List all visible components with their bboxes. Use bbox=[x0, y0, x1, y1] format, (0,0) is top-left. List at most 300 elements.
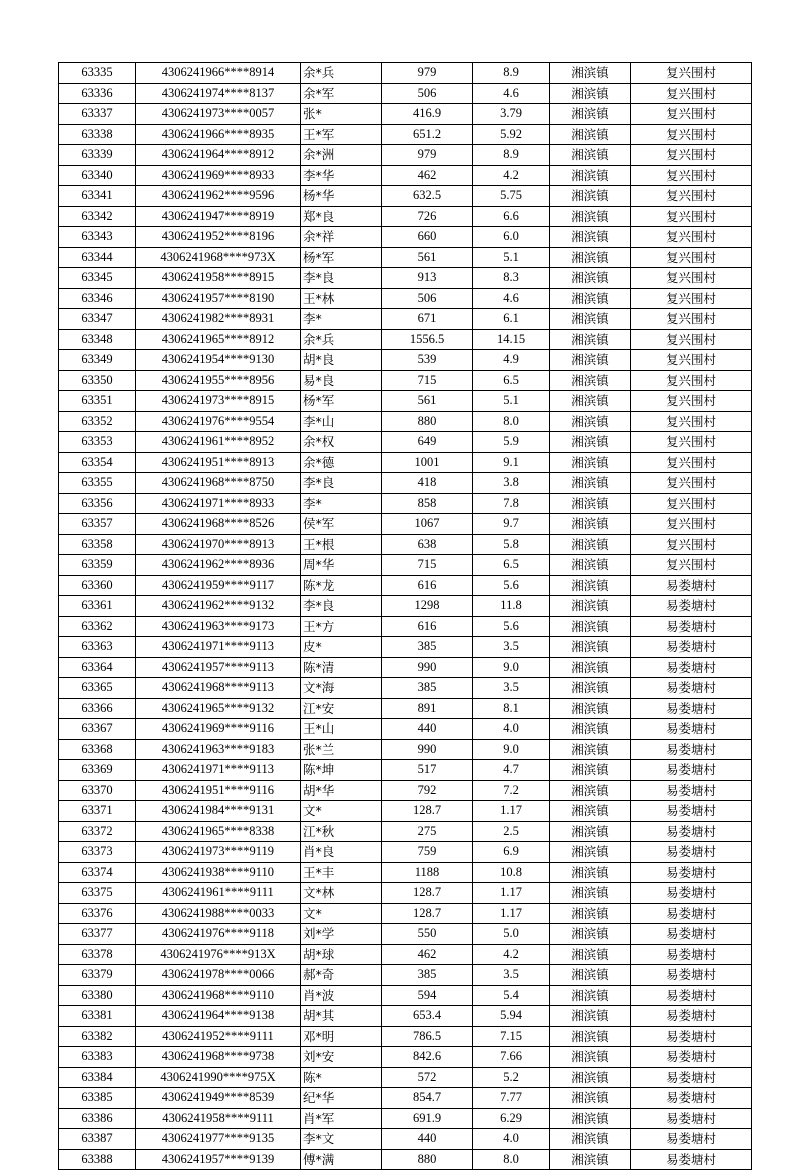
table-row bbox=[59, 493, 752, 514]
cell-amount: 385 bbox=[382, 965, 473, 986]
table-row bbox=[59, 1047, 752, 1068]
cell-rate: 8.9 bbox=[473, 145, 550, 166]
cell-rate: 7.77 bbox=[473, 1088, 550, 1109]
cell-seq: 63353 bbox=[59, 432, 136, 453]
cell-amount: 649 bbox=[382, 432, 473, 453]
cell-town: 湘滨镇 bbox=[550, 780, 631, 801]
cell-id-number: 4306241947****8919 bbox=[136, 206, 301, 227]
cell-amount: 891 bbox=[382, 698, 473, 719]
cell-rate: 5.1 bbox=[473, 391, 550, 412]
table-row bbox=[59, 944, 752, 965]
table-row bbox=[59, 145, 752, 166]
cell-name: 李*文 bbox=[301, 1129, 382, 1150]
cell-id-number: 4306241968****9110 bbox=[136, 985, 301, 1006]
cell-village: 易娄塘村 bbox=[631, 616, 752, 637]
cell-amount: 990 bbox=[382, 657, 473, 678]
cell-rate: 1.17 bbox=[473, 903, 550, 924]
cell-name: 江*秋 bbox=[301, 821, 382, 842]
table-row bbox=[59, 555, 752, 576]
cell-amount: 128.7 bbox=[382, 801, 473, 822]
cell-town: 湘滨镇 bbox=[550, 514, 631, 535]
cell-seq: 63373 bbox=[59, 842, 136, 863]
cell-name: 李* bbox=[301, 493, 382, 514]
cell-town: 湘滨镇 bbox=[550, 268, 631, 289]
table-row bbox=[59, 514, 752, 535]
cell-town: 湘滨镇 bbox=[550, 1108, 631, 1129]
table-row bbox=[59, 104, 752, 125]
table-row bbox=[59, 227, 752, 248]
cell-town: 湘滨镇 bbox=[550, 555, 631, 576]
cell-rate: 3.8 bbox=[473, 473, 550, 494]
cell-seq: 63384 bbox=[59, 1067, 136, 1088]
cell-town: 湘滨镇 bbox=[550, 1026, 631, 1047]
cell-amount: 913 bbox=[382, 268, 473, 289]
cell-name: 郑*良 bbox=[301, 206, 382, 227]
cell-seq: 63372 bbox=[59, 821, 136, 842]
cell-name: 李*良 bbox=[301, 268, 382, 289]
cell-amount: 385 bbox=[382, 637, 473, 658]
cell-village: 易娄塘村 bbox=[631, 1108, 752, 1129]
cell-name: 周*华 bbox=[301, 555, 382, 576]
cell-name: 杨*华 bbox=[301, 186, 382, 207]
cell-village: 复兴围村 bbox=[631, 83, 752, 104]
cell-id-number: 4306241971****9113 bbox=[136, 760, 301, 781]
cell-village: 易娄塘村 bbox=[631, 657, 752, 678]
cell-village: 易娄塘村 bbox=[631, 739, 752, 760]
cell-rate: 7.8 bbox=[473, 493, 550, 514]
cell-seq: 63343 bbox=[59, 227, 136, 248]
cell-id-number: 4306241973****9119 bbox=[136, 842, 301, 863]
cell-village: 复兴围村 bbox=[631, 473, 752, 494]
cell-rate: 10.8 bbox=[473, 862, 550, 883]
cell-seq: 63378 bbox=[59, 944, 136, 965]
cell-town: 湘滨镇 bbox=[550, 842, 631, 863]
cell-rate: 7.66 bbox=[473, 1047, 550, 1068]
beneficiary-table bbox=[58, 62, 752, 1170]
cell-name: 王*方 bbox=[301, 616, 382, 637]
cell-town: 湘滨镇 bbox=[550, 288, 631, 309]
cell-rate: 4.7 bbox=[473, 760, 550, 781]
cell-seq: 63369 bbox=[59, 760, 136, 781]
cell-seq: 63368 bbox=[59, 739, 136, 760]
cell-village: 复兴围村 bbox=[631, 268, 752, 289]
cell-village: 易娄塘村 bbox=[631, 637, 752, 658]
cell-name: 李* bbox=[301, 309, 382, 330]
cell-amount: 616 bbox=[382, 575, 473, 596]
cell-name: 余*兵 bbox=[301, 329, 382, 350]
cell-amount: 416.9 bbox=[382, 104, 473, 125]
cell-seq: 63374 bbox=[59, 862, 136, 883]
cell-village: 易娄塘村 bbox=[631, 1047, 752, 1068]
cell-town: 湘滨镇 bbox=[550, 575, 631, 596]
cell-id-number: 4306241938****9110 bbox=[136, 862, 301, 883]
cell-rate: 5.4 bbox=[473, 985, 550, 1006]
cell-seq: 63355 bbox=[59, 473, 136, 494]
cell-amount: 842.6 bbox=[382, 1047, 473, 1068]
cell-id-number: 4306241962****9596 bbox=[136, 186, 301, 207]
cell-village: 复兴围村 bbox=[631, 63, 752, 84]
cell-village: 易娄塘村 bbox=[631, 1026, 752, 1047]
cell-amount: 128.7 bbox=[382, 883, 473, 904]
table-row bbox=[59, 965, 752, 986]
table-row bbox=[59, 452, 752, 473]
cell-rate: 4.0 bbox=[473, 719, 550, 740]
cell-amount: 759 bbox=[382, 842, 473, 863]
cell-name: 李*山 bbox=[301, 411, 382, 432]
table-row bbox=[59, 924, 752, 945]
cell-id-number: 4306241976****9554 bbox=[136, 411, 301, 432]
cell-amount: 1188 bbox=[382, 862, 473, 883]
cell-name: 文* bbox=[301, 903, 382, 924]
cell-name: 皮* bbox=[301, 637, 382, 658]
cell-town: 湘滨镇 bbox=[550, 985, 631, 1006]
cell-name: 胡*其 bbox=[301, 1006, 382, 1027]
cell-seq: 63357 bbox=[59, 514, 136, 535]
cell-rate: 5.6 bbox=[473, 575, 550, 596]
cell-id-number: 4306241961****8952 bbox=[136, 432, 301, 453]
cell-rate: 7.2 bbox=[473, 780, 550, 801]
cell-id-number: 4306241958****8915 bbox=[136, 268, 301, 289]
cell-name: 侯*军 bbox=[301, 514, 382, 535]
cell-id-number: 4306241978****0066 bbox=[136, 965, 301, 986]
cell-rate: 5.75 bbox=[473, 186, 550, 207]
cell-rate: 4.2 bbox=[473, 944, 550, 965]
cell-name: 胡*球 bbox=[301, 944, 382, 965]
cell-town: 湘滨镇 bbox=[550, 1006, 631, 1027]
table-row bbox=[59, 616, 752, 637]
cell-village: 复兴围村 bbox=[631, 104, 752, 125]
cell-amount: 792 bbox=[382, 780, 473, 801]
cell-id-number: 4306241957****9139 bbox=[136, 1149, 301, 1170]
table-row bbox=[59, 1006, 752, 1027]
cell-village: 易娄塘村 bbox=[631, 842, 752, 863]
cell-amount: 880 bbox=[382, 411, 473, 432]
cell-rate: 5.2 bbox=[473, 1067, 550, 1088]
cell-town: 湘滨镇 bbox=[550, 432, 631, 453]
cell-rate: 5.9 bbox=[473, 432, 550, 453]
cell-village: 易娄塘村 bbox=[631, 596, 752, 617]
cell-village: 复兴围村 bbox=[631, 227, 752, 248]
cell-rate: 5.8 bbox=[473, 534, 550, 555]
cell-id-number: 4306241966****8935 bbox=[136, 124, 301, 145]
table-row bbox=[59, 596, 752, 617]
cell-amount: 990 bbox=[382, 739, 473, 760]
cell-town: 湘滨镇 bbox=[550, 596, 631, 617]
cell-id-number: 4306241968****973X bbox=[136, 247, 301, 268]
table-row bbox=[59, 842, 752, 863]
cell-town: 湘滨镇 bbox=[550, 637, 631, 658]
cell-id-number: 4306241971****8933 bbox=[136, 493, 301, 514]
cell-name: 余*军 bbox=[301, 83, 382, 104]
cell-rate: 6.9 bbox=[473, 842, 550, 863]
cell-village: 易娄塘村 bbox=[631, 883, 752, 904]
cell-village: 复兴围村 bbox=[631, 534, 752, 555]
table-row bbox=[59, 698, 752, 719]
cell-id-number: 4306241968****8750 bbox=[136, 473, 301, 494]
cell-seq: 63345 bbox=[59, 268, 136, 289]
cell-amount: 715 bbox=[382, 370, 473, 391]
cell-name: 刘*学 bbox=[301, 924, 382, 945]
table-row bbox=[59, 657, 752, 678]
cell-amount: 128.7 bbox=[382, 903, 473, 924]
cell-village: 易娄塘村 bbox=[631, 760, 752, 781]
cell-name: 郝*奇 bbox=[301, 965, 382, 986]
cell-name: 邓*明 bbox=[301, 1026, 382, 1047]
table-row bbox=[59, 985, 752, 1006]
cell-rate: 8.1 bbox=[473, 698, 550, 719]
cell-village: 复兴围村 bbox=[631, 206, 752, 227]
cell-rate: 5.92 bbox=[473, 124, 550, 145]
cell-amount: 653.4 bbox=[382, 1006, 473, 1027]
cell-rate: 8.0 bbox=[473, 411, 550, 432]
cell-rate: 9.0 bbox=[473, 739, 550, 760]
cell-village: 易娄塘村 bbox=[631, 1006, 752, 1027]
cell-name: 文*海 bbox=[301, 678, 382, 699]
table-row bbox=[59, 288, 752, 309]
cell-village: 复兴围村 bbox=[631, 555, 752, 576]
cell-village: 复兴围村 bbox=[631, 288, 752, 309]
table-row bbox=[59, 370, 752, 391]
cell-rate: 4.6 bbox=[473, 288, 550, 309]
cell-name: 王*林 bbox=[301, 288, 382, 309]
table-row bbox=[59, 206, 752, 227]
cell-rate: 4.9 bbox=[473, 350, 550, 371]
table-row bbox=[59, 1129, 752, 1150]
cell-amount: 660 bbox=[382, 227, 473, 248]
cell-village: 易娄塘村 bbox=[631, 698, 752, 719]
cell-amount: 691.9 bbox=[382, 1108, 473, 1129]
cell-amount: 418 bbox=[382, 473, 473, 494]
cell-name: 杨*军 bbox=[301, 391, 382, 412]
cell-amount: 638 bbox=[382, 534, 473, 555]
cell-name: 李*华 bbox=[301, 165, 382, 186]
table-row bbox=[59, 83, 752, 104]
cell-town: 湘滨镇 bbox=[550, 186, 631, 207]
cell-seq: 63359 bbox=[59, 555, 136, 576]
cell-id-number: 4306241957****9113 bbox=[136, 657, 301, 678]
cell-rate: 8.0 bbox=[473, 1149, 550, 1170]
cell-rate: 5.0 bbox=[473, 924, 550, 945]
cell-village: 易娄塘村 bbox=[631, 780, 752, 801]
cell-amount: 550 bbox=[382, 924, 473, 945]
cell-rate: 6.1 bbox=[473, 309, 550, 330]
cell-id-number: 4306241964****9138 bbox=[136, 1006, 301, 1027]
cell-town: 湘滨镇 bbox=[550, 862, 631, 883]
cell-seq: 63364 bbox=[59, 657, 136, 678]
cell-amount: 440 bbox=[382, 719, 473, 740]
cell-amount: 506 bbox=[382, 288, 473, 309]
cell-amount: 671 bbox=[382, 309, 473, 330]
table-row bbox=[59, 432, 752, 453]
cell-town: 湘滨镇 bbox=[550, 391, 631, 412]
cell-name: 张* bbox=[301, 104, 382, 125]
cell-amount: 539 bbox=[382, 350, 473, 371]
cell-id-number: 4306241963****9173 bbox=[136, 616, 301, 637]
table-row bbox=[59, 719, 752, 740]
cell-town: 湘滨镇 bbox=[550, 473, 631, 494]
cell-seq: 63376 bbox=[59, 903, 136, 924]
cell-seq: 63352 bbox=[59, 411, 136, 432]
cell-id-number: 4306241958****9111 bbox=[136, 1108, 301, 1129]
cell-seq: 63335 bbox=[59, 63, 136, 84]
cell-amount: 517 bbox=[382, 760, 473, 781]
table-row bbox=[59, 350, 752, 371]
cell-village: 复兴围村 bbox=[631, 391, 752, 412]
cell-id-number: 4306241988****0033 bbox=[136, 903, 301, 924]
cell-rate: 3.5 bbox=[473, 678, 550, 699]
cell-id-number: 4306241965****8912 bbox=[136, 329, 301, 350]
cell-village: 复兴围村 bbox=[631, 432, 752, 453]
cell-name: 余*洲 bbox=[301, 145, 382, 166]
cell-village: 复兴围村 bbox=[631, 411, 752, 432]
cell-seq: 63356 bbox=[59, 493, 136, 514]
cell-seq: 63349 bbox=[59, 350, 136, 371]
cell-id-number: 4306241964****8912 bbox=[136, 145, 301, 166]
cell-amount: 440 bbox=[382, 1129, 473, 1150]
cell-name: 江*安 bbox=[301, 698, 382, 719]
cell-id-number: 4306241973****8915 bbox=[136, 391, 301, 412]
cell-rate: 6.29 bbox=[473, 1108, 550, 1129]
cell-village: 复兴围村 bbox=[631, 350, 752, 371]
cell-village: 易娄塘村 bbox=[631, 1129, 752, 1150]
cell-seq: 63339 bbox=[59, 145, 136, 166]
table-row bbox=[59, 309, 752, 330]
cell-town: 湘滨镇 bbox=[550, 1047, 631, 1068]
cell-seq: 63347 bbox=[59, 309, 136, 330]
cell-town: 湘滨镇 bbox=[550, 329, 631, 350]
cell-id-number: 4306241949****8539 bbox=[136, 1088, 301, 1109]
cell-amount: 561 bbox=[382, 247, 473, 268]
cell-name: 王*山 bbox=[301, 719, 382, 740]
table-row bbox=[59, 63, 752, 84]
table-row bbox=[59, 739, 752, 760]
cell-id-number: 4306241982****8931 bbox=[136, 309, 301, 330]
cell-village: 复兴围村 bbox=[631, 165, 752, 186]
cell-seq: 63342 bbox=[59, 206, 136, 227]
cell-town: 湘滨镇 bbox=[550, 370, 631, 391]
cell-town: 湘滨镇 bbox=[550, 883, 631, 904]
table-row bbox=[59, 760, 752, 781]
cell-town: 湘滨镇 bbox=[550, 739, 631, 760]
cell-amount: 1556.5 bbox=[382, 329, 473, 350]
cell-rate: 8.9 bbox=[473, 63, 550, 84]
cell-town: 湘滨镇 bbox=[550, 350, 631, 371]
cell-id-number: 4306241954****9130 bbox=[136, 350, 301, 371]
cell-village: 复兴围村 bbox=[631, 514, 752, 535]
cell-town: 湘滨镇 bbox=[550, 1149, 631, 1170]
cell-name: 胡*良 bbox=[301, 350, 382, 371]
cell-amount: 979 bbox=[382, 63, 473, 84]
table-row bbox=[59, 473, 752, 494]
cell-seq: 63365 bbox=[59, 678, 136, 699]
cell-town: 湘滨镇 bbox=[550, 83, 631, 104]
cell-seq: 63362 bbox=[59, 616, 136, 637]
cell-town: 湘滨镇 bbox=[550, 227, 631, 248]
cell-town: 湘滨镇 bbox=[550, 965, 631, 986]
cell-amount: 275 bbox=[382, 821, 473, 842]
cell-name: 肖*军 bbox=[301, 1108, 382, 1129]
cell-amount: 561 bbox=[382, 391, 473, 412]
cell-seq: 63366 bbox=[59, 698, 136, 719]
cell-seq: 63363 bbox=[59, 637, 136, 658]
cell-town: 湘滨镇 bbox=[550, 944, 631, 965]
cell-rate: 6.0 bbox=[473, 227, 550, 248]
table-row bbox=[59, 186, 752, 207]
cell-town: 湘滨镇 bbox=[550, 493, 631, 514]
cell-town: 湘滨镇 bbox=[550, 903, 631, 924]
cell-id-number: 4306241961****9111 bbox=[136, 883, 301, 904]
cell-village: 复兴围村 bbox=[631, 186, 752, 207]
cell-village: 易娄塘村 bbox=[631, 903, 752, 924]
cell-amount: 632.5 bbox=[382, 186, 473, 207]
cell-amount: 880 bbox=[382, 1149, 473, 1170]
cell-town: 湘滨镇 bbox=[550, 801, 631, 822]
cell-seq: 63370 bbox=[59, 780, 136, 801]
cell-id-number: 4306241952****9111 bbox=[136, 1026, 301, 1047]
cell-seq: 63354 bbox=[59, 452, 136, 473]
cell-town: 湘滨镇 bbox=[550, 821, 631, 842]
cell-name: 余*德 bbox=[301, 452, 382, 473]
cell-village: 易娄塘村 bbox=[631, 821, 752, 842]
cell-rate: 5.1 bbox=[473, 247, 550, 268]
cell-id-number: 4306241968****9738 bbox=[136, 1047, 301, 1068]
cell-id-number: 4306241976****9118 bbox=[136, 924, 301, 945]
cell-amount: 594 bbox=[382, 985, 473, 1006]
table-row bbox=[59, 329, 752, 350]
cell-village: 复兴围村 bbox=[631, 247, 752, 268]
cell-name: 李*良 bbox=[301, 473, 382, 494]
cell-seq: 63358 bbox=[59, 534, 136, 555]
cell-town: 湘滨镇 bbox=[550, 678, 631, 699]
cell-amount: 462 bbox=[382, 165, 473, 186]
cell-id-number: 4306241971****9113 bbox=[136, 637, 301, 658]
cell-id-number: 4306241968****8526 bbox=[136, 514, 301, 535]
table-row bbox=[59, 801, 752, 822]
cell-rate: 3.79 bbox=[473, 104, 550, 125]
table-row bbox=[59, 1088, 752, 1109]
cell-id-number: 4306241955****8956 bbox=[136, 370, 301, 391]
cell-seq: 63348 bbox=[59, 329, 136, 350]
table-row bbox=[59, 883, 752, 904]
cell-rate: 11.8 bbox=[473, 596, 550, 617]
table-row bbox=[59, 391, 752, 412]
cell-seq: 63360 bbox=[59, 575, 136, 596]
cell-name: 余*权 bbox=[301, 432, 382, 453]
cell-amount: 462 bbox=[382, 944, 473, 965]
cell-town: 湘滨镇 bbox=[550, 247, 631, 268]
cell-town: 湘滨镇 bbox=[550, 411, 631, 432]
cell-rate: 5.6 bbox=[473, 616, 550, 637]
cell-seq: 63350 bbox=[59, 370, 136, 391]
cell-name: 易*良 bbox=[301, 370, 382, 391]
cell-village: 易娄塘村 bbox=[631, 719, 752, 740]
cell-seq: 63340 bbox=[59, 165, 136, 186]
cell-seq: 63387 bbox=[59, 1129, 136, 1150]
cell-name: 王*根 bbox=[301, 534, 382, 555]
cell-village: 易娄塘村 bbox=[631, 575, 752, 596]
cell-town: 湘滨镇 bbox=[550, 657, 631, 678]
cell-name: 陈* bbox=[301, 1067, 382, 1088]
cell-rate: 2.5 bbox=[473, 821, 550, 842]
cell-name: 王*丰 bbox=[301, 862, 382, 883]
table-row bbox=[59, 247, 752, 268]
cell-rate: 9.7 bbox=[473, 514, 550, 535]
cell-village: 复兴围村 bbox=[631, 370, 752, 391]
cell-village: 易娄塘村 bbox=[631, 985, 752, 1006]
cell-amount: 651.2 bbox=[382, 124, 473, 145]
cell-town: 湘滨镇 bbox=[550, 63, 631, 84]
cell-name: 李*良 bbox=[301, 596, 382, 617]
